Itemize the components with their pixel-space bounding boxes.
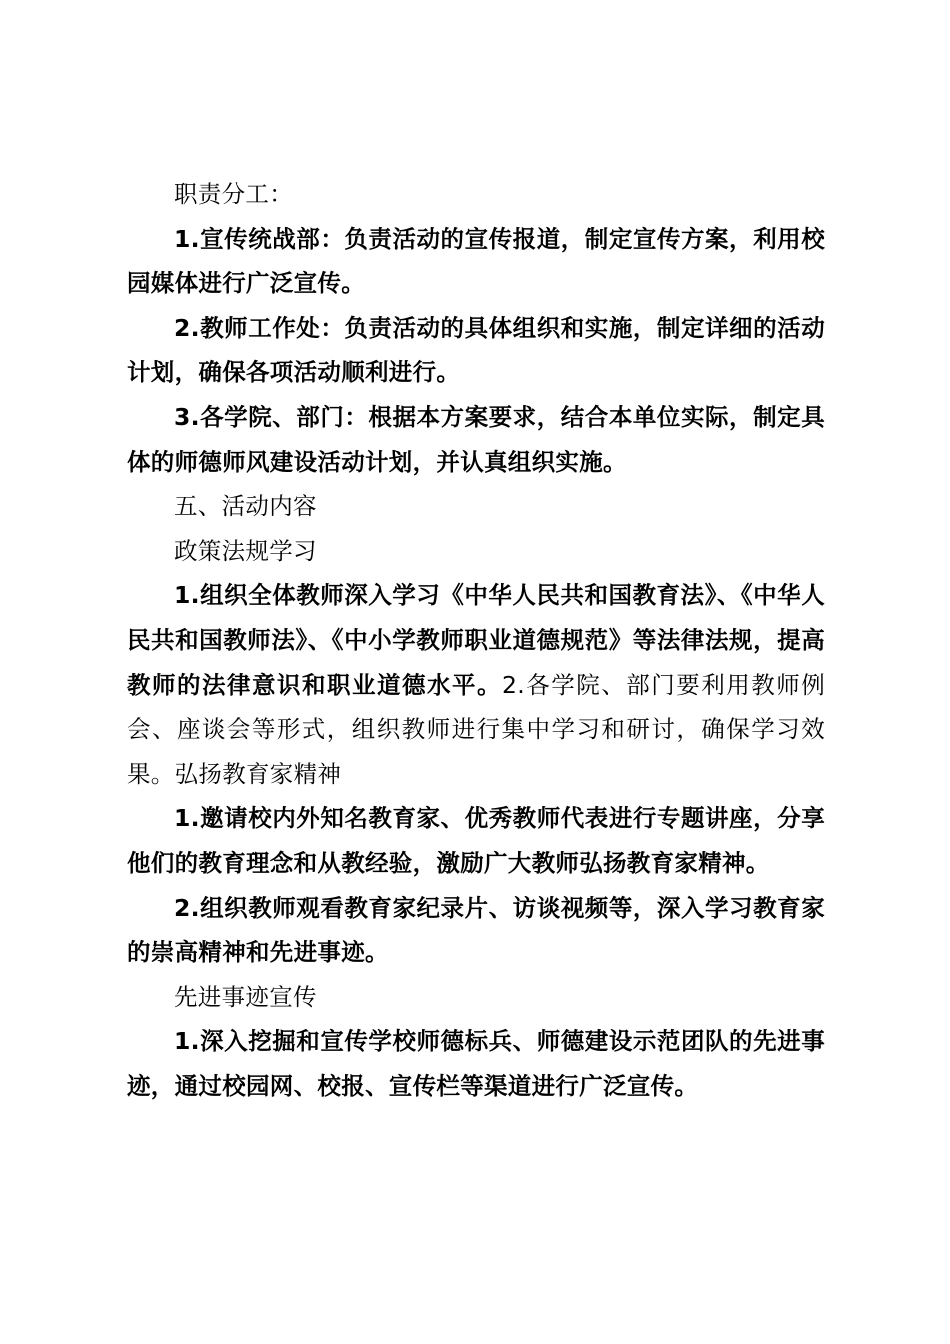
paragraph-duty-1 — [127, 217, 825, 306]
subheading-policy-study — [127, 529, 825, 574]
paragraph-duties-heading — [127, 172, 825, 217]
paragraph-advanced-deeds-1 — [127, 1019, 825, 1108]
text-run: 职责分工： — [174, 180, 293, 208]
section-heading-activities — [127, 484, 825, 529]
text-run: 五、活动内容 — [174, 492, 317, 521]
text-run: 2.教师工作处：负责活动的具体组织和实施，制定详细的活动计划，确保各项活动顺利进行。 — [127, 313, 825, 387]
text-run: 1.邀请校内外知名教育家、优秀教师代表进行专题讲座，分享他们的教育理念和从教经验，激励广大教师弘扬教育家精神。 — [127, 804, 825, 877]
text-run: 2.组织教师观看教育家纪录片、访谈视频等，深入学习教育家的崇高精神和先进事迹。 — [127, 893, 825, 967]
paragraph-duty-2 — [127, 306, 825, 395]
paragraph-duty-3 — [127, 395, 825, 484]
text-run: 1.宣传统战部：负责活动的宣传报道，制定宣传方案，利用校园媒体进行广泛宣传。 — [127, 224, 825, 298]
subheading-advanced-deeds — [127, 975, 825, 1020]
text-run-normal: 2.各学院、部门要利用教师例会、座谈会等形式，组织教师进行集中学习和研讨，确保学习效果。弘扬教育家精神 — [127, 670, 826, 788]
text-run: 1.深入挖掘和宣传学校师德标兵、师德建设示范团队的先进事迹，通过校园网、校报、宣传栏等渠道进行广泛宣传。 — [127, 1027, 825, 1100]
text-run-bold: 1.组织全体教师深入学习《中华人民共和国教育法》、《中华人民共和国教师法》、《中小学教师职业道德规范》等法律法规，提高教师的法律意识和职业道德水平。 — [127, 581, 825, 699]
paragraph-educator-2 — [127, 886, 825, 975]
document-body — [127, 172, 825, 1108]
paragraph-policy-study — [127, 573, 825, 796]
paragraph-educator-1 — [127, 796, 825, 885]
text-run: 先进事迹宣传 — [174, 982, 317, 1011]
text-run: 3.各学院、部门：根据本方案要求，结合本单位实际，制定具体的师德师风建设活动计划，并认真组织实施。 — [127, 402, 825, 476]
text-run: 政策法规学习 — [174, 536, 317, 565]
